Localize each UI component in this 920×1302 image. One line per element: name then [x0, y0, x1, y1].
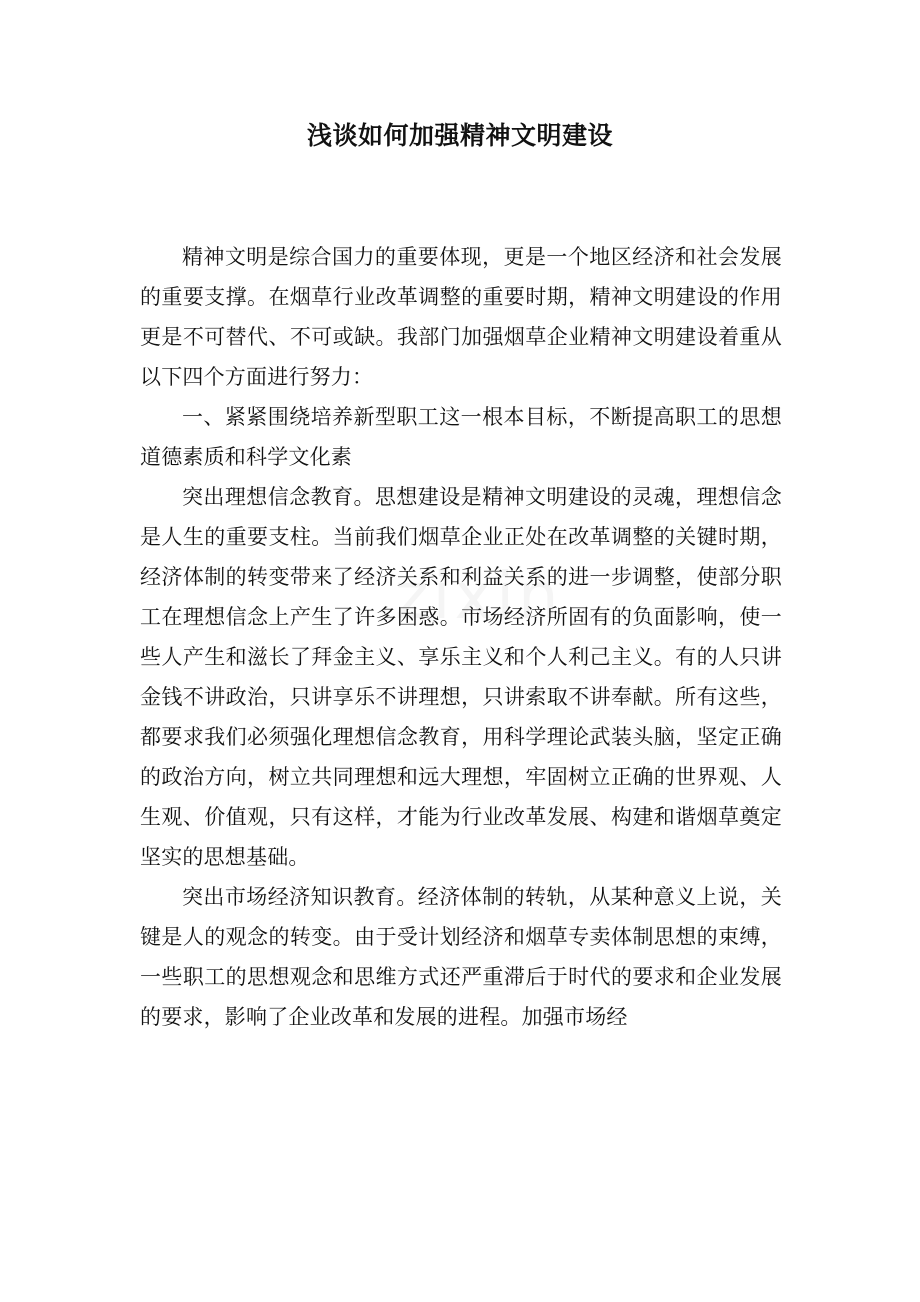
document-body — [140, 237, 782, 1037]
paragraph-intro: 精神文明是综合国力的重要体现，更是一个地区经济和社会发展的重要支撑。在烟草行业改革调整的重要时期，精神文明建设的作用更是不可替代、不可或缺。我部门加强烟草企业精神文明建设着重从以下四个方面进行努力： — [140, 245, 782, 389]
paragraph-ideals-education: 突出理想信念教育。思想建设是精神文明建设的灵魂，理想信念是人生的重要支柱。当前我们烟草企业正处在改革调整的关键时期，经济体制的转变带来了经济关系和利益关系的进一步调整，使部分职工在理想信念上产生了许多困惑。市场经济所固有的负面影响，使一些人产生和滋长了拜金主义、享乐主义和个人利己主义。有的人只讲金钱不讲政治，只讲享乐不讲理想，只讲索取不讲奉献。所有这些，都要求我们必须强化理想信念教育，用科学理论武装头脑，坚定正确的政治方向，树立共同理想和远大理想，牢固树立正确的世界观、人生观、价值观，只有这样，才能为行业改革发展、构建和谐烟草奠定坚实的思想基础。 — [140, 485, 782, 869]
paragraph-market-economy-education: 突出市场经济知识教育。经济体制的转轨，从某种意义上说，关键是人的观念的转变。由于受计划经济和烟草专卖体制思想的束缚，一些职工的思想观念和思维方式还严重滞后于时代的要求和企业发展的要求，影响了企业改革和发展的进程。加强市场经 — [140, 885, 782, 1029]
section-heading-1: 一、紧紧围绕培养新型职工这一根本目标，不断提高职工的思想道德素质和科学文化素 — [140, 405, 782, 469]
document-title: 浅谈如何加强精神文明建设 — [306, 121, 613, 150]
